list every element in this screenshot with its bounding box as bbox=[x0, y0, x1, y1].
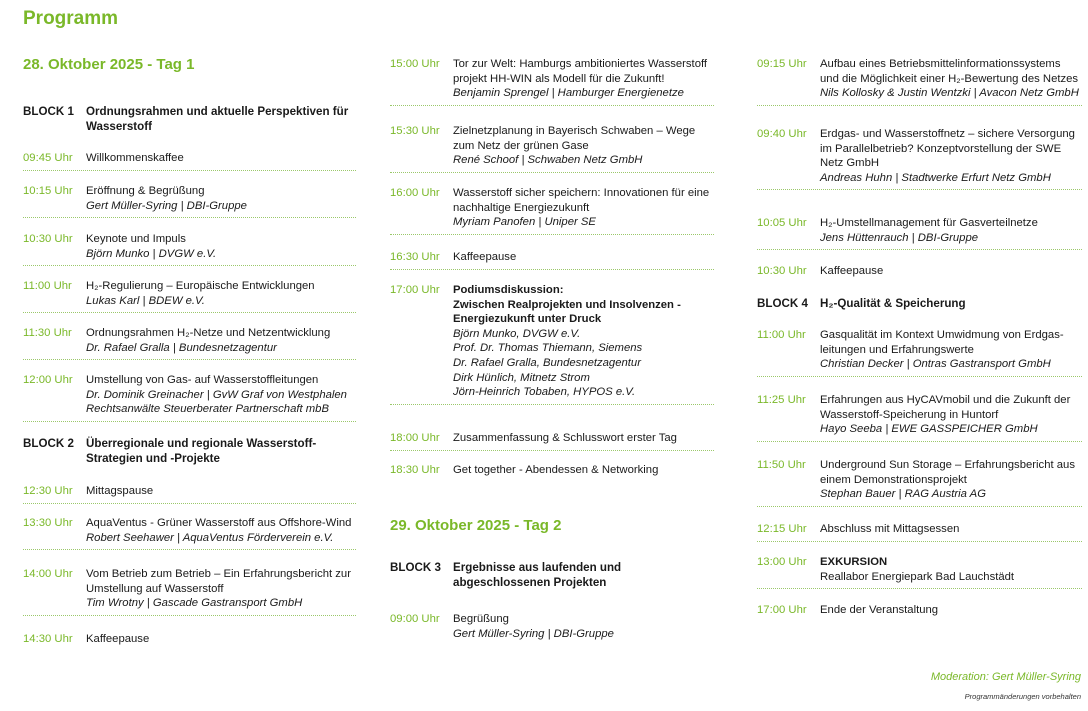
block-title: Ergebnisse aus laufenden und abgeschlossenen Projekten bbox=[453, 561, 622, 589]
agenda-time: 10:05 Uhr bbox=[757, 217, 807, 229]
agenda-speaker: Hayo Seeba | EWE GASSPEICHER GmbH bbox=[820, 423, 1038, 436]
agenda-item bbox=[23, 279, 356, 313]
agenda-title: Kaffeepause bbox=[820, 265, 884, 277]
agenda-title: Keynote und Impuls bbox=[86, 233, 186, 245]
agenda-subtitle: Zwischen Realprojekten und Insolvenzen - Energiezukunft unter Druck bbox=[453, 298, 681, 326]
agenda-title: Ordnungsrahmen H₂-Netze und Netzentwicklung bbox=[86, 327, 331, 339]
agenda-time: 13:00 Uhr bbox=[757, 556, 807, 568]
agenda-item bbox=[23, 484, 356, 504]
agenda-title: Mittagspause bbox=[86, 485, 154, 497]
agenda-time: 12:15 Uhr bbox=[757, 523, 807, 535]
agenda-item bbox=[757, 458, 1082, 507]
block-label: BLOCK 4 bbox=[757, 297, 808, 310]
agenda-item bbox=[757, 57, 1082, 106]
agenda-speaker: Andreas Huhn | Stadtwerke Erfurt Netz GmbH bbox=[820, 171, 1051, 184]
agenda-item bbox=[23, 632, 356, 647]
agenda-time: 14:00 Uhr bbox=[23, 568, 73, 580]
agenda-item bbox=[757, 127, 1082, 190]
agenda-time: 16:00 Uhr bbox=[390, 187, 440, 199]
agenda-title: H₂-Umstellmanagement für Gasverteilnetze bbox=[820, 217, 1038, 229]
agenda-time: 17:00 Uhr bbox=[390, 284, 440, 296]
agenda-time: 09:00 Uhr bbox=[390, 613, 440, 625]
agenda-item-excursion bbox=[757, 555, 1082, 589]
agenda-time: 13:30 Uhr bbox=[23, 517, 73, 529]
agenda-item bbox=[390, 186, 714, 235]
block1-header bbox=[23, 104, 356, 134]
block-label: BLOCK 3 bbox=[390, 561, 441, 574]
agenda-speaker: Tim Wrotny | Gascade Gastransport GmbH bbox=[86, 597, 303, 610]
day2-heading: 29. Oktober 2025 - Tag 2 bbox=[390, 517, 562, 534]
agenda-title: Get together - Abendessen & Networking bbox=[453, 464, 659, 476]
agenda-item bbox=[757, 216, 1082, 250]
agenda-item bbox=[390, 431, 714, 451]
agenda-title: AquaVentus - Grüner Wasserstoff aus Offshore-Wind bbox=[86, 517, 352, 529]
agenda-title: Erfahrungen aus HyCAVmobil und die Zukunft der Wasserstoff-Speicherung in Huntorf bbox=[820, 394, 1071, 421]
agenda-item bbox=[757, 393, 1082, 442]
agenda-title: Abschluss mit Mittagsessen bbox=[820, 523, 960, 535]
agenda-time: 10:15 Uhr bbox=[23, 185, 73, 197]
agenda-time: 16:30 Uhr bbox=[390, 251, 440, 263]
agenda-time: 09:45 Uhr bbox=[23, 152, 73, 164]
page-title: Programm bbox=[23, 8, 119, 29]
agenda-item bbox=[390, 612, 714, 641]
agenda-time: 12:00 Uhr bbox=[23, 374, 73, 386]
agenda-speaker: Gert Müller-Syring | DBI-Gruppe bbox=[86, 199, 247, 212]
agenda-title: Gasqualität im Kontext Umwidmung von Erdgas-leitungen und Erfahrungswerte bbox=[820, 329, 1064, 356]
block-label: BLOCK 1 bbox=[23, 105, 74, 118]
agenda-item bbox=[23, 567, 356, 616]
agenda-title: Kaffeepause bbox=[86, 633, 150, 645]
agenda-item bbox=[390, 57, 714, 106]
agenda-speaker: René Schoof | Schwaben Netz GmbH bbox=[453, 154, 643, 167]
agenda-title: Tor zur Welt: Hamburgs ambitioniertes Wasserstoff projekt HH-WIN als Modell für die Zukunft! bbox=[453, 58, 708, 85]
agenda-title: Kaffeepause bbox=[453, 251, 517, 263]
agenda-time: 18:30 Uhr bbox=[390, 464, 440, 476]
agenda-title: Eröffnung & Begrüßung bbox=[86, 185, 205, 197]
block-title: Ordnungsrahmen und aktuelle Perspektiven für Wasserstoff bbox=[86, 105, 349, 133]
agenda-item bbox=[390, 463, 714, 478]
agenda-item bbox=[23, 373, 356, 422]
agenda-title: Aufbau eines Betriebsmittelinformationssystems und die Möglichkeit einer H₂-Bewertung des Netzes bbox=[820, 58, 1079, 85]
agenda-speaker: Björn Munko | DVGW e.V. bbox=[86, 247, 217, 260]
agenda-time: 10:30 Uhr bbox=[757, 265, 807, 277]
agenda-time: 11:50 Uhr bbox=[757, 459, 806, 471]
agenda-time: 10:30 Uhr bbox=[23, 233, 73, 245]
agenda-title: H₂-Regulierung – Europäische Entwicklungen bbox=[86, 280, 315, 292]
moderation-note: Moderation: Gert Müller-Syring bbox=[930, 671, 1081, 683]
agenda-speaker: Gert Müller-Syring | DBI-Gruppe bbox=[453, 627, 614, 640]
agenda-title: Begrüßung bbox=[453, 613, 509, 625]
agenda-speaker: Myriam Panofen | Uniper SE bbox=[453, 216, 596, 229]
agenda-speaker: Dr. Dominik Greinacher | GvW Graf von Westphalen bbox=[86, 388, 347, 401]
agenda-time: 12:30 Uhr bbox=[23, 485, 73, 497]
agenda-item bbox=[23, 184, 356, 218]
agenda-title: Umstellung von Gas- auf Wasserstoffleitungen bbox=[86, 374, 319, 386]
agenda-time: 09:15 Uhr bbox=[757, 58, 807, 70]
agenda-item bbox=[23, 151, 356, 171]
block2-header bbox=[23, 436, 356, 466]
agenda-title: EXKURSION bbox=[820, 556, 888, 568]
block-title: Überregionale und regionale Wasserstoff-Strategien und -Projekte bbox=[86, 437, 317, 465]
block3-header bbox=[390, 560, 714, 590]
agenda-speaker: Jens Hüttenrauch | DBI-Gruppe bbox=[820, 231, 979, 244]
agenda-title: Ende der Veranstaltung bbox=[820, 604, 939, 616]
agenda-title: Zielnetzplanung in Bayerisch Schwaben – Wege zum Netz der grünen Gase bbox=[453, 125, 696, 152]
agenda-speaker: Lukas Karl | BDEW e.V. bbox=[86, 294, 205, 307]
panel-speaker: Dr. Rafael Gralla, Bundesnetzagentur bbox=[453, 356, 641, 369]
agenda-speaker: Dr. Rafael Gralla | Bundesnetzagentur bbox=[86, 341, 277, 354]
agenda-title: Podiumsdiskussion: bbox=[453, 284, 564, 296]
agenda-time: 14:30 Uhr bbox=[23, 633, 73, 645]
agenda-title: Wasserstoff sicher speichern: Innovationen für eine nachhaltige Energiezukunft bbox=[453, 187, 710, 214]
agenda-item bbox=[390, 250, 714, 270]
agenda-item bbox=[757, 603, 1082, 618]
agenda-item bbox=[757, 522, 1082, 542]
block4-header bbox=[757, 296, 1082, 311]
agenda-item bbox=[757, 328, 1082, 377]
block-title: H₂-Qualität & Speicherung bbox=[820, 297, 966, 310]
agenda-speaker: Benjamin Sprengel | Hamburger Energienetze bbox=[453, 87, 684, 100]
day1-heading: 28. Oktober 2025 - Tag 1 bbox=[23, 56, 195, 73]
panel-speaker: Dirk Hünlich, Mitnetz Strom bbox=[453, 371, 590, 384]
agenda-speaker: Robert Seehawer | AquaVentus Förderverein e.V. bbox=[86, 531, 334, 544]
agenda-time: 18:00 Uhr bbox=[390, 432, 440, 444]
agenda-time: 11:25 Uhr bbox=[757, 394, 806, 406]
agenda-item bbox=[390, 124, 714, 173]
agenda-title: Zusammenfassung & Schlusswort erster Tag bbox=[453, 432, 677, 444]
panel-speaker: Prof. Dr. Thomas Thiemann, Siemens bbox=[453, 342, 643, 355]
agenda-time: 11:00 Uhr bbox=[757, 329, 806, 341]
agenda-title: Underground Sun Storage – Erfahrungsbericht aus einem Demonstrationsprojekt bbox=[820, 459, 1075, 486]
agenda-time: 17:00 Uhr bbox=[757, 604, 807, 616]
agenda-title: Willkommenskaffee bbox=[86, 152, 184, 164]
panel-speaker: Jörn-Heinrich Tobaben, HYPOS e.V. bbox=[453, 386, 636, 399]
agenda-time: 11:30 Uhr bbox=[23, 327, 72, 339]
agenda-item-panel bbox=[390, 283, 714, 405]
agenda-time: 09:40 Uhr bbox=[757, 128, 807, 140]
program-change-note: Programmänderungen vorbehalten bbox=[964, 692, 1081, 701]
agenda-subtitle: Reallabor Energiepark Bad Lauchstädt bbox=[820, 570, 1015, 583]
agenda-item bbox=[23, 516, 356, 550]
agenda-time: 15:00 Uhr bbox=[390, 58, 440, 70]
agenda-item bbox=[23, 232, 356, 266]
agenda-speaker-org: Rechtsanwälte Steuerberater Partnerschaft mbB bbox=[86, 403, 330, 416]
agenda-time: 15:30 Uhr bbox=[390, 125, 440, 137]
agenda-item bbox=[757, 264, 1082, 279]
agenda-item bbox=[23, 326, 356, 360]
agenda-title: Erdgas- und Wasserstoffnetz – sichere Versorgung im Parallelbetrieb? Konzeptvorstellung der SWE Netz GmbH bbox=[820, 128, 1075, 170]
agenda-speaker: Christian Decker | Ontras Gastransport GmbH bbox=[820, 358, 1051, 371]
block-label: BLOCK 2 bbox=[23, 437, 74, 450]
panel-speaker: Björn Munko, DVGW e.V. bbox=[453, 327, 581, 340]
agenda-speaker: Nils Kollosky & Justin Wentzki | Avacon Netz GmbH bbox=[820, 87, 1079, 100]
agenda-title: Vom Betrieb zum Betrieb – Ein Erfahrungsbericht zur Umstellung auf Wasserstoff bbox=[86, 568, 351, 595]
agenda-speaker: Stephan Bauer | RAG Austria AG bbox=[820, 488, 986, 501]
agenda-time: 11:00 Uhr bbox=[23, 280, 72, 292]
